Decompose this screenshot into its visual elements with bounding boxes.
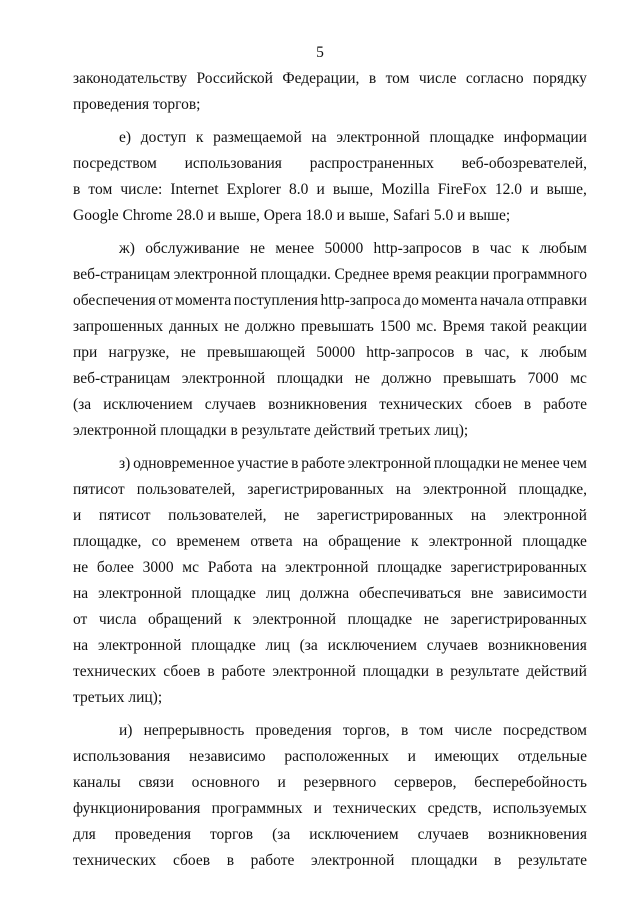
word: работе	[250, 852, 295, 869]
word: зарегистрированных	[316, 507, 454, 524]
word: посредством	[503, 722, 587, 739]
text-line	[73, 507, 587, 533]
text-line	[73, 722, 587, 748]
page-number: 5	[316, 44, 324, 61]
word: серверов,	[393, 774, 457, 791]
text-line	[73, 344, 587, 370]
word: поступления	[233, 292, 318, 309]
word: посредством	[73, 155, 157, 172]
text-line	[73, 181, 587, 207]
text-line: третьих лиц);	[73, 689, 163, 706]
word: от	[73, 611, 88, 628]
word: к	[411, 533, 419, 550]
word: в	[494, 852, 502, 869]
word: используемых	[492, 800, 587, 817]
word: и	[73, 507, 82, 524]
word: согласно	[465, 70, 524, 87]
word: расположенных	[284, 748, 389, 765]
word: работе	[301, 455, 345, 472]
word: исключением	[327, 637, 417, 654]
word: в	[226, 852, 235, 869]
text-line: проведения торгов;	[73, 96, 201, 113]
text-line	[73, 318, 587, 344]
word: временем	[176, 533, 241, 550]
word: Российской	[196, 70, 273, 87]
word: выше,	[546, 181, 587, 198]
text-line	[73, 292, 587, 318]
word: 50000	[324, 240, 364, 257]
word: http-запросов	[373, 240, 462, 257]
word: 1500	[379, 318, 411, 335]
word: площадке,	[518, 481, 587, 498]
word: технических	[333, 800, 417, 817]
text-line	[73, 266, 587, 292]
word: http-запроса	[320, 292, 401, 309]
word: в	[368, 70, 377, 87]
word: законодательству	[73, 70, 188, 87]
word: (за	[299, 637, 318, 654]
word: 7000	[527, 370, 559, 387]
word: обращений	[148, 611, 223, 628]
word: не	[73, 559, 89, 576]
text-line	[73, 533, 587, 559]
word: использования	[184, 155, 282, 172]
word: момента	[175, 292, 232, 309]
word: не	[423, 611, 439, 628]
word: зарегистрированных	[450, 559, 587, 576]
word: лиц	[265, 585, 291, 602]
word: 8.0	[288, 181, 309, 198]
word: не	[354, 370, 370, 387]
word: не	[180, 344, 196, 361]
word: превышать	[300, 318, 374, 335]
word: для	[73, 826, 96, 843]
word: том	[419, 722, 444, 739]
word: мс.	[416, 318, 437, 335]
word: зарегистрированных	[247, 481, 384, 498]
word: в	[400, 722, 409, 739]
word: более	[96, 559, 134, 576]
word: пользователей,	[136, 481, 236, 498]
word: менее	[520, 455, 560, 472]
word: площадке	[191, 585, 256, 602]
word: обеспечиваться	[359, 585, 461, 602]
word: (за	[272, 826, 291, 843]
word: ответа	[250, 533, 293, 550]
word: электронной	[97, 637, 182, 654]
word: результате	[518, 852, 587, 869]
word: не	[249, 240, 266, 257]
word: Mozilla	[381, 181, 430, 198]
word: нагрузке,	[108, 344, 170, 361]
word: электронной	[336, 129, 420, 146]
word: электронной	[423, 481, 507, 498]
word: электронной	[252, 611, 337, 628]
word: реакции	[435, 266, 490, 283]
word: площадки.	[260, 266, 331, 283]
word: превышающей	[206, 344, 306, 361]
word: основного	[191, 774, 260, 791]
word: числе	[418, 70, 457, 87]
word: любым	[539, 240, 587, 257]
word: распространенных	[309, 155, 434, 172]
word: 12.0	[494, 181, 522, 198]
word: к	[521, 240, 530, 257]
word: электронной	[503, 507, 587, 524]
text-line	[73, 240, 587, 266]
text-line	[73, 852, 587, 878]
word: исключением	[309, 826, 399, 843]
word: функционирования	[73, 800, 201, 817]
word: и	[407, 748, 416, 765]
text-line	[73, 585, 587, 611]
word: момента	[421, 292, 478, 309]
word: электронной	[428, 533, 513, 550]
word: размещаемой	[213, 129, 302, 146]
word: технических	[379, 396, 463, 413]
word: площадки	[433, 455, 501, 472]
text-line: электронной площадки в результате действий третьих лиц);	[73, 422, 469, 439]
text-line	[73, 611, 587, 637]
word: Среднее	[334, 266, 390, 283]
word: площадке,	[73, 533, 142, 550]
word: веб-страницам	[73, 370, 171, 387]
word: в	[207, 663, 215, 680]
word: информации	[503, 129, 587, 146]
text-line	[73, 637, 587, 663]
word: http-запросов	[366, 344, 455, 361]
word: Работа	[207, 559, 253, 576]
word: чем	[562, 455, 587, 472]
word: Время	[442, 318, 485, 335]
word: до	[403, 292, 419, 309]
word: и	[316, 181, 325, 198]
word: обращение	[328, 533, 401, 550]
word: электронной	[173, 266, 258, 283]
document-body	[73, 70, 587, 878]
word: сбоев	[474, 396, 512, 413]
word: реакции	[532, 318, 587, 335]
word: числа	[98, 611, 137, 628]
word: площадки	[411, 852, 478, 869]
word: пользователей,	[168, 507, 267, 524]
word: на	[395, 481, 412, 498]
word: резервного	[303, 774, 377, 791]
word: веб-страницам	[73, 266, 171, 283]
word: веб-обозревателей,	[461, 155, 587, 172]
word: бесперебойность	[474, 774, 587, 791]
word: на	[311, 129, 327, 146]
word: FireFox	[437, 181, 487, 198]
word: обслуживание	[145, 240, 240, 257]
text-line	[73, 370, 587, 396]
word: в	[436, 663, 444, 680]
word: з)	[119, 455, 131, 472]
word: в	[73, 181, 81, 198]
word: имеющих	[434, 748, 500, 765]
word: обеспечения	[73, 292, 156, 309]
word: случаев	[204, 396, 256, 413]
word: площадке	[377, 559, 442, 576]
word: связи	[138, 774, 174, 791]
word: (за	[73, 396, 92, 413]
word: возникновения	[487, 637, 587, 654]
word: электронной	[98, 585, 182, 602]
word: на	[73, 585, 89, 602]
word: площадке	[522, 533, 587, 550]
text-line	[73, 155, 587, 181]
word: пятисот	[73, 481, 125, 498]
word: электронной	[347, 455, 432, 472]
word: площадке	[347, 611, 413, 628]
word: на	[470, 507, 486, 524]
text-line	[73, 396, 587, 422]
word: должно	[245, 318, 296, 335]
word: площадке	[191, 637, 256, 654]
word: лиц	[265, 637, 290, 654]
word: действий	[526, 663, 587, 680]
word: такой	[490, 318, 527, 335]
word: сбоев	[172, 852, 211, 869]
word: использования	[73, 748, 171, 765]
word: проведения	[255, 722, 332, 739]
word: работе	[221, 663, 266, 680]
word: технических	[73, 663, 157, 680]
word: порядку	[533, 70, 587, 87]
word: 3000	[142, 559, 174, 576]
word: данных	[168, 318, 219, 335]
word: не	[284, 507, 300, 524]
word: площадки	[362, 663, 430, 680]
word: к	[520, 344, 529, 361]
word: средств,	[427, 800, 482, 817]
word: электронной	[181, 370, 266, 387]
word: числе:	[120, 181, 163, 198]
text-line	[73, 826, 587, 852]
word: должно	[381, 370, 432, 387]
word: площадки	[276, 370, 344, 387]
word: выше,	[332, 181, 374, 198]
word: электронной	[272, 663, 356, 680]
text-line	[73, 455, 587, 481]
text-line	[73, 748, 587, 774]
word: каналы	[73, 774, 121, 791]
word: программного	[492, 266, 587, 283]
word: не	[502, 455, 519, 472]
word: вне	[470, 585, 494, 602]
word: в	[291, 455, 299, 472]
word: в	[465, 344, 473, 361]
word: случаев	[417, 826, 469, 843]
word: должна	[300, 585, 350, 602]
word: доступ	[140, 129, 187, 146]
word: отправки	[526, 292, 587, 309]
word: Explorer	[226, 181, 281, 198]
word: час,	[484, 344, 510, 361]
word: менее	[275, 240, 315, 257]
word: одновременное	[133, 455, 235, 472]
word: е)	[119, 129, 132, 146]
word: Федерации,	[282, 70, 360, 87]
word: сбоев	[163, 663, 201, 680]
word: час	[489, 240, 512, 257]
word: электронной	[285, 559, 369, 576]
word: независимо	[188, 748, 266, 765]
word: Internet	[170, 181, 219, 198]
word: площадке	[429, 129, 494, 146]
word: торгов,	[342, 722, 390, 739]
word: на	[73, 637, 89, 654]
word: электронной	[311, 852, 395, 869]
word: зависимости	[503, 585, 587, 602]
word: к	[195, 129, 204, 146]
word: случаев	[426, 637, 479, 654]
word: технических	[73, 852, 157, 869]
text-line	[73, 70, 587, 96]
word: в	[523, 396, 532, 413]
word: на	[302, 533, 318, 550]
word: возникновения	[268, 396, 368, 413]
text-line	[73, 129, 587, 155]
word: 50000	[316, 344, 356, 361]
word: том	[385, 70, 410, 87]
word: исключением	[103, 396, 193, 413]
word: и	[277, 774, 286, 791]
text-line: Google Chrome 28.0 и выше, Opera 18.0 и выше, Safari 5.0 и выше;	[73, 207, 511, 224]
word: превышать	[443, 370, 517, 387]
word: ж)	[119, 240, 135, 257]
word: к	[233, 611, 242, 628]
word: любым	[539, 344, 587, 361]
word: зарегистрированных	[450, 611, 587, 628]
word: на	[261, 559, 277, 576]
word: возникновения	[487, 826, 587, 843]
word: результате	[450, 663, 520, 680]
word: запрошенных	[73, 318, 164, 335]
word: участие	[237, 455, 289, 472]
word: время	[392, 266, 432, 283]
word: и	[313, 800, 322, 817]
text-line	[73, 481, 587, 507]
word: пятисот	[98, 507, 151, 524]
word: со	[151, 533, 167, 550]
word: программных	[211, 800, 303, 817]
word: при	[73, 344, 98, 361]
word: проведения	[114, 826, 191, 843]
word: начала	[480, 292, 524, 309]
word: работе	[543, 396, 587, 413]
word: отдельные	[517, 748, 587, 765]
text-line	[73, 559, 587, 585]
word: от	[158, 292, 173, 309]
text-line	[73, 663, 587, 689]
text-line	[73, 774, 587, 800]
word: в	[472, 240, 480, 257]
word: мс	[182, 559, 199, 576]
word: том	[88, 181, 113, 198]
word: торгов	[209, 826, 254, 843]
word: и	[530, 181, 539, 198]
text-line	[73, 800, 587, 826]
word: и)	[119, 722, 133, 739]
word: мс	[570, 370, 587, 387]
word: непрерывность	[143, 722, 245, 739]
word: не	[224, 318, 240, 335]
word: числе	[454, 722, 492, 739]
